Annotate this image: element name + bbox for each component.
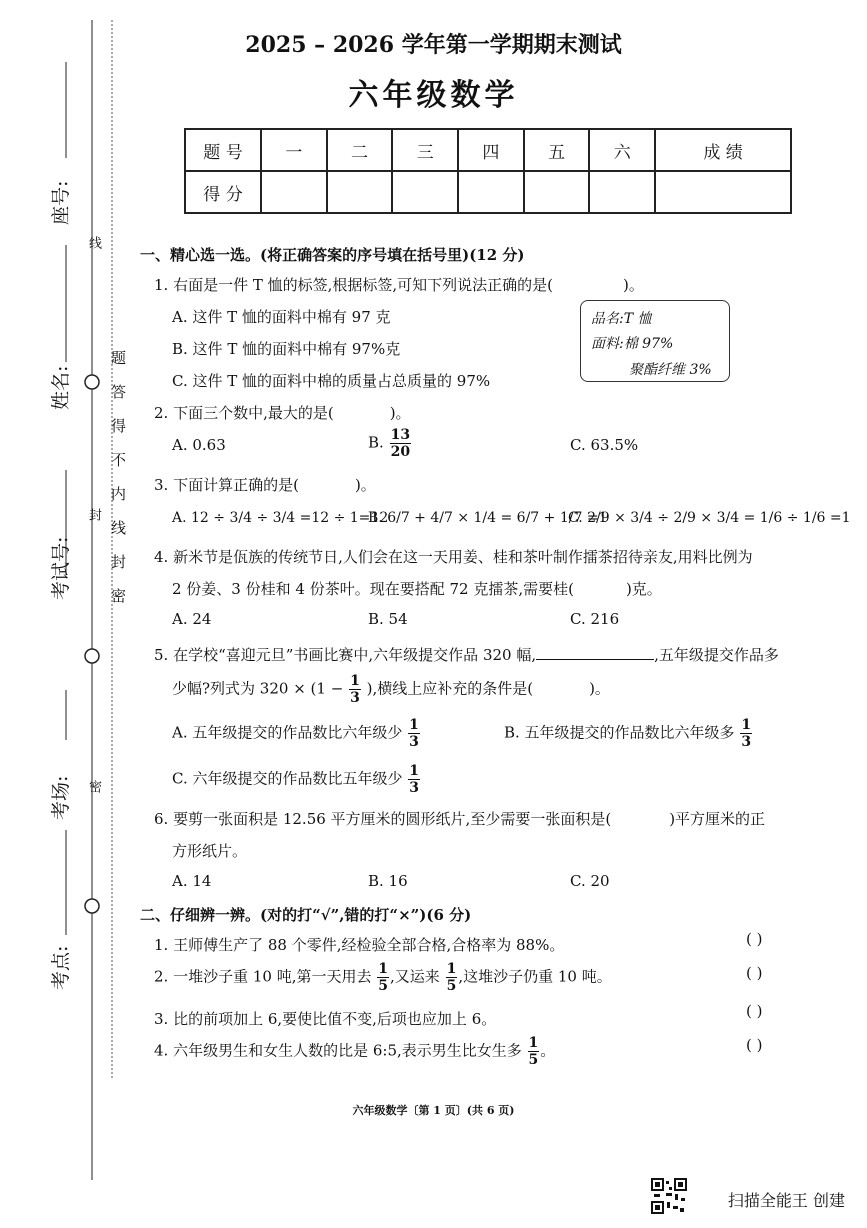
- q5-option-b: B. 五年级提交的作品数比六年级多 $\frac{1}{3}$: [504, 717, 752, 750]
- question-1-stem: 1. 右面是一件 T 恤的标签,根据标签,可知下列说法正确的是( )。: [154, 276, 644, 294]
- score-input-cell[interactable]: [261, 171, 327, 213]
- score-table-header-row: [185, 129, 791, 171]
- exam-number-label: 考试号:: [50, 536, 72, 600]
- scanner-watermark: 扫描全能王 创建: [727, 1191, 845, 1210]
- exam-title: 2025 – 2026 学年第一学期期末测试: [245, 32, 622, 58]
- question-4-line-2: 2 份姜、3 份桂和 4 份茶叶。现在要搭配 72 克擂茶,需要桂( )克。: [172, 580, 662, 598]
- question-5-line-2: 少幅?列式为 320 × (1 − $\frac{1}{3}$ ),横线上应补充的条件是( )。: [172, 673, 610, 706]
- tshirt-label-box: 品名:T 恤 面料:棉 97% 聚酯纤维 3%: [580, 300, 730, 382]
- q1-option-a: A. 这件 T 恤的面料中棉有 97 克: [172, 308, 391, 326]
- question-2-stem: 2. 下面三个数中,最大的是( )。: [154, 404, 411, 422]
- q6-option-c: C. 20: [570, 872, 610, 890]
- q6-option-a: A. 14: [172, 872, 212, 890]
- section-1-heading: 一、精心选一选。(将正确答案的序号填在括号里)(12 分): [140, 246, 525, 264]
- table-cell: 得 分: [185, 171, 261, 213]
- fraction-1-3: $\frac{1}{3}$: [409, 717, 419, 750]
- table-cell: 成 绩: [655, 129, 791, 171]
- table-cell: 四: [458, 129, 524, 171]
- score-input-cell[interactable]: [392, 171, 458, 213]
- table-cell: 题 号: [185, 129, 261, 171]
- q3-option-b: B. 6/7 + 4/7 × 1/4 = 6/7 + 1/7 =1: [368, 510, 608, 526]
- q4-option-a: A. 24: [172, 610, 212, 628]
- seat-label: 座号:: [50, 180, 72, 225]
- notice-text: 题答得不内线封密: [109, 350, 127, 622]
- fill-blank-line[interactable]: [536, 647, 654, 660]
- fraction-1-5: $\frac{1}{5}$: [446, 961, 457, 994]
- seal-mark: 封: [86, 508, 101, 521]
- page-footer: 六年级数学〔第 1 页〕(共 6 页): [352, 1104, 515, 1117]
- score-input-cell[interactable]: [458, 171, 524, 213]
- name-label: 姓名:: [50, 365, 72, 410]
- q3-option-c: C. 2/9 × 3/4 ÷ 2/9 × 3/4 = 1/6 ÷ 1/6 =1: [568, 510, 851, 526]
- q2-option-b: B. $\frac{13}{20}$: [368, 427, 411, 460]
- fraction-1-3: $\frac{1}{3}$: [409, 763, 420, 796]
- qr-code-icon: [651, 1178, 687, 1214]
- score-input-cell[interactable]: [589, 171, 655, 213]
- q5-option-c: C. 六年级提交的作品数比五年级少 $\frac{1}{3}$: [172, 763, 420, 796]
- question-5-line-1: 5. 在学校“喜迎元旦”书画比赛中,六年级提交作品 320 幅, ,五年级提交作品多: [154, 646, 779, 664]
- question-6-line-1: 6. 要剪一张面积是 12.56 平方厘米的圆形纸片,至少需要一张面积是( )平方厘米的正: [154, 810, 766, 828]
- answer-parentheses[interactable]: ( ): [746, 1002, 763, 1020]
- judge-item-3: 3. 比的前项加上 6,要使比值不变,后项也应加上 6。: [154, 1010, 497, 1028]
- q3-option-a: A. 12 ÷ 3/4 ÷ 3/4 =12 ÷ 1=12: [172, 510, 389, 526]
- question-4-line-1: 4. 新米节是佤族的传统节日,人们会在这一天用姜、桂和茶叶制作擂茶招待亲友,用料比例为: [154, 548, 753, 566]
- fraction-1-3: $\frac{1}{3}$: [741, 717, 752, 750]
- q6-option-b: B. 16: [368, 872, 408, 890]
- score-input-cell[interactable]: [524, 171, 590, 213]
- section-2-heading: 二、仔细辨一辨。(对的打“√”,错的打“×”)(6 分): [140, 906, 472, 924]
- answer-parentheses[interactable]: ( ): [746, 1036, 763, 1054]
- question-3-stem: 3. 下面计算正确的是( )。: [154, 476, 376, 494]
- q4-option-b: B. 54: [368, 610, 408, 628]
- fraction-1-5: $\frac{1}{5}$: [378, 961, 389, 994]
- judge-item-1: 1. 王师傅生产了 88 个零件,经检验全部合格,合格率为 88%。: [154, 936, 565, 954]
- score-table: [184, 128, 792, 214]
- table-cell: 三: [392, 129, 458, 171]
- q2-option-a: A. 0.63: [172, 436, 226, 454]
- score-input-cell[interactable]: [655, 171, 791, 213]
- fraction-13-20: $\frac{13}{20}$: [390, 427, 411, 460]
- fraction-1-5: $\frac{1}{5}$: [528, 1035, 539, 1068]
- table-cell: 五: [524, 129, 590, 171]
- q2-option-c: C. 63.5%: [570, 436, 639, 454]
- mi-mark: 密: [86, 780, 101, 793]
- q1-option-b: B. 这件 T 恤的面料中棉有 97%克: [172, 340, 401, 358]
- table-cell: 六: [589, 129, 655, 171]
- no-answer-notice: [108, 350, 129, 680]
- table-cell: 二: [327, 129, 393, 171]
- exam-subject: 六年级数学: [348, 78, 519, 113]
- q5-option-a: A. 五年级提交的作品数比六年级少 $\frac{1}{3}$: [172, 717, 419, 750]
- fraction-1-3: $\frac{1}{3}$: [350, 673, 360, 706]
- score-table-score-row: [185, 171, 791, 213]
- answer-parentheses[interactable]: ( ): [746, 964, 763, 982]
- question-6-line-2: 方形纸片。: [172, 842, 248, 860]
- q1-option-c: C. 这件 T 恤的面料中棉的质量占总质量的 97%: [172, 372, 491, 390]
- q4-option-c: C. 216: [570, 610, 620, 628]
- exam-room-label: 考场:: [50, 775, 72, 820]
- table-cell: 一: [261, 129, 327, 171]
- exam-site-label: 考点:: [50, 945, 72, 990]
- line-mark: 线: [86, 236, 101, 249]
- judge-item-2: 2. 一堆沙子重 10 吨,第一天用去 $\frac{1}{5}$ ,又运来 $\frac{1}{5}$ ,这堆沙子仍重 10 吨。: [154, 961, 612, 994]
- answer-parentheses[interactable]: ( ): [746, 930, 763, 948]
- judge-item-4: 4. 六年级男生和女生人数的比是 6:5,表示男生比女生多 $\frac{1}{5}$ 。: [154, 1035, 556, 1068]
- score-input-cell[interactable]: [327, 171, 393, 213]
